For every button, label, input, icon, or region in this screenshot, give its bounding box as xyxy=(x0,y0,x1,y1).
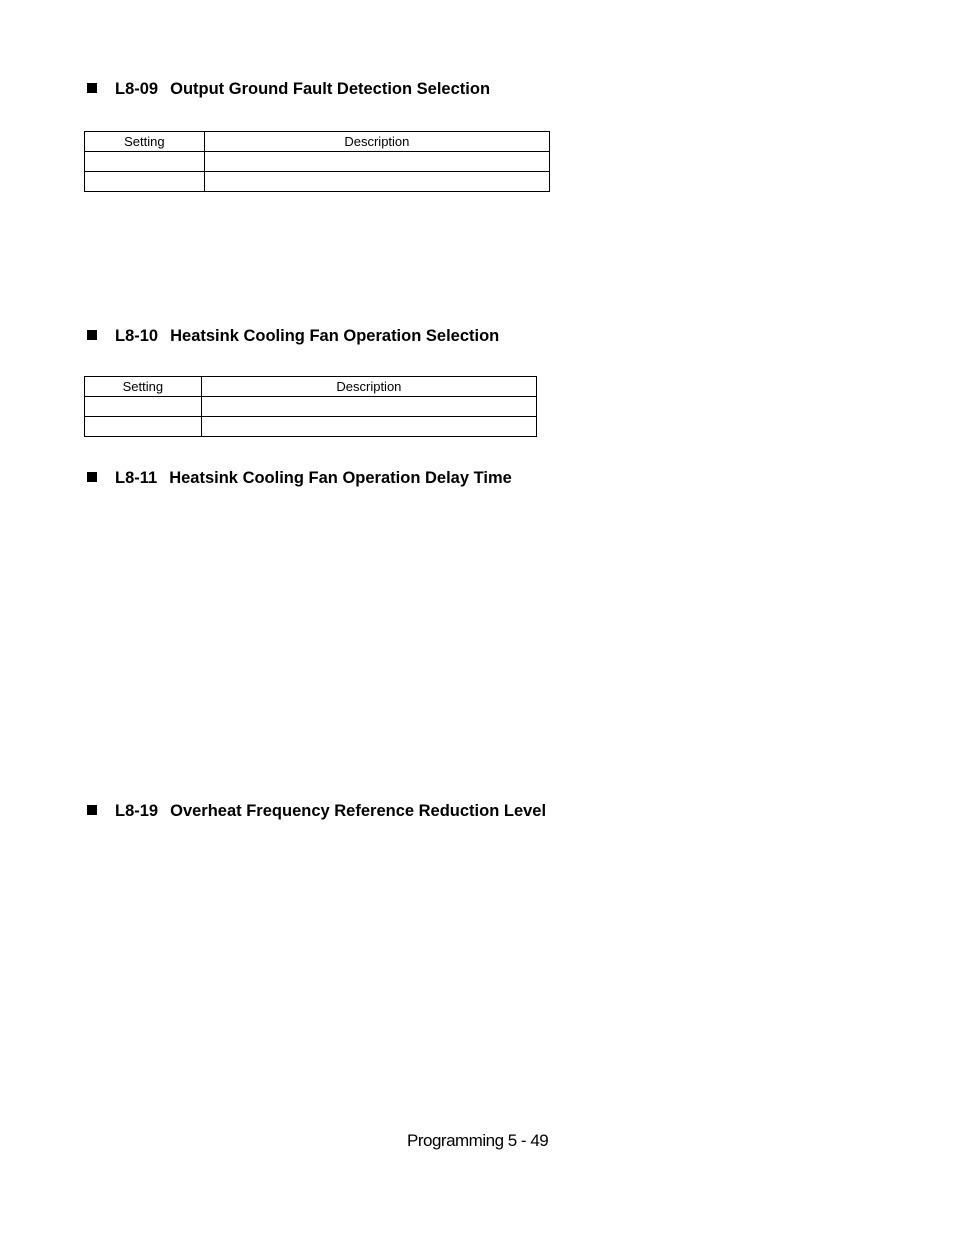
parameter-code: L8-09 xyxy=(115,80,159,98)
section-heading-l8-19 xyxy=(87,801,546,821)
description-cell xyxy=(204,172,549,192)
setting-cell xyxy=(85,152,205,172)
table-header-row xyxy=(85,377,537,397)
parameter-code: L8-19 xyxy=(115,802,159,820)
description-cell xyxy=(201,397,536,417)
page-footer: Programming 5 - 49 xyxy=(407,1131,549,1150)
square-bullet-icon xyxy=(87,330,97,340)
square-bullet-icon xyxy=(87,472,97,482)
setting-cell xyxy=(85,172,205,192)
square-bullet-icon xyxy=(87,83,97,93)
section-heading-l8-09 xyxy=(87,79,490,99)
table-header-row xyxy=(85,132,550,152)
column-header-description: Description xyxy=(201,377,536,397)
column-header-description: Description xyxy=(204,132,549,152)
parameter-title: Output Ground Fault Detection Selection xyxy=(170,80,491,98)
parameter-code: L8-11 xyxy=(115,469,158,487)
settings-table-l8-10 xyxy=(84,376,537,437)
column-header-setting: Setting xyxy=(85,377,202,397)
description-cell xyxy=(204,152,549,172)
table-row xyxy=(85,397,537,417)
description-cell xyxy=(201,417,536,437)
table-row xyxy=(85,417,537,437)
parameter-title: Heatsink Cooling Fan Operation Selection xyxy=(170,327,500,345)
parameter-title: Overheat Frequency Reference Reduction Level xyxy=(170,802,547,820)
settings-table-l8-09 xyxy=(84,131,550,192)
square-bullet-icon xyxy=(87,805,97,815)
setting-cell xyxy=(85,417,202,437)
section-heading-l8-11 xyxy=(87,468,512,488)
table-row xyxy=(85,172,550,192)
parameter-code: L8-10 xyxy=(115,327,159,345)
section-heading-l8-10 xyxy=(87,326,499,346)
table-row xyxy=(85,152,550,172)
column-header-setting: Setting xyxy=(85,132,205,152)
setting-cell xyxy=(85,397,202,417)
parameter-title: Heatsink Cooling Fan Operation Delay Time xyxy=(169,469,512,487)
